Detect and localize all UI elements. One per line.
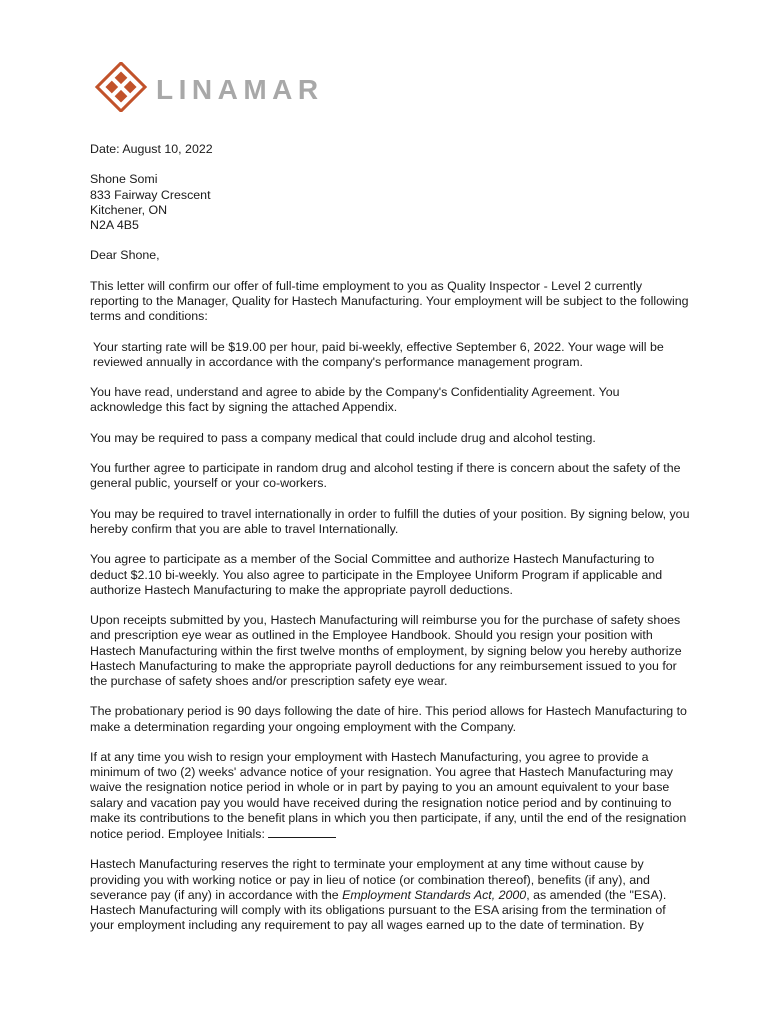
resignation-text: If at any time you wish to resign your employment with Hastech Manufacturing, you agree to provide a minimum of two (2) weeks' advance notice of your resignation. You agree that Hastech Manufacturing may waive the resignation notice period in whole or in part by paying to you an amount equivalent to your base salary and vacation pay you would have received during the resignation notice period and by continuing to make its contributions to the benefit plans in which you then participate, if any, until the end of the resignation notice period. Employee Initials:	[90, 749, 687, 841]
letter-date: Date: August 10, 2022	[90, 142, 213, 156]
salutation: Dear Shone,	[90, 248, 160, 263]
paragraph-termination	[90, 857, 690, 933]
termination-text-after: , as amended (the "ESA). Hastech Manufacturing will comply with its obligations pursuant to the ESA arising from the termination of your employment including any requirement to pay all wages earned up to the date of termination. By	[90, 887, 667, 933]
recipient-street: 833 Fairway Crescent	[90, 187, 211, 202]
paragraph-travel: You may be required to travel internationally in order to fulfill the duties of your position. By signing below, you hereby confirm that you are able to travel Internationally.	[90, 506, 690, 536]
recipient-address	[90, 172, 690, 233]
recipient-postal: N2A 4B5	[90, 218, 139, 232]
offer-letter	[90, 142, 690, 949]
esa-act-title: Employment Standards Act, 2000	[342, 887, 527, 902]
paragraph-social-committee: You agree to participate as a member of the Social Committee and authorize Hastech Manufacturing to deduct $2.10 bi-weekly. You also agree to participate in the Employee Uniform Program if applicable and authorize Hastech Manufacturing to make the appropriate payroll deductions.	[90, 552, 663, 597]
termination-text-before: Hastech Manufacturing reserves the right to terminate your employment at any time without cause by providing you with working notice or pay in lieu of notice (or combination thereof), benefits (if any), and severance pay (if any) in accordance with the	[90, 857, 650, 902]
linamar-diamond-grid-icon	[90, 62, 152, 112]
company-name: LINAMAR	[156, 74, 324, 105]
paragraph-drug-testing: You further agree to participate in random drug and alcohol testing if there is concern about the safety of the general public, yourself or your co-workers.	[90, 461, 681, 491]
paragraph-confidentiality: You have read, understand and agree to abide by the Company's Confidentiality Agreement. You acknowledge this fact by signing the attached Appendix.	[90, 385, 620, 415]
paragraph-medical: You may be required to pass a company medical that could include drug and alcohol testing.	[90, 430, 596, 445]
paragraph-safety-shoes: Upon receipts submitted by you, Hastech Manufacturing will reimburse you for the purchase of safety shoes and prescription eye wear as outlined in the Employee Handbook. Should you resign your position with Hastech Manufacturing within the first twelve months of employment, by signing below you hereby authorize Hastech Manufacturing to make the appropriate payroll deductions for any reimbursement issued to you for the purchase of safety shoes and/or prescription safety eye wear.	[90, 613, 682, 688]
paragraph-offer: This letter will confirm our offer of full-time employment to you as Quality Inspector - Level 2 currently reporting to the Manager, Quality for Hastech Manufacturing. Your employment will be subject to the following terms and conditions:	[90, 278, 689, 324]
recipient-city: Kitchener, ON	[90, 202, 168, 217]
employee-initials-blank[interactable]	[268, 826, 336, 838]
company-logo	[90, 62, 324, 112]
recipient-name: Shone Somi	[90, 172, 158, 187]
paragraph-wage: Your starting rate will be $19.00 per hour, paid bi-weekly, effective September 6, 2022. Your wage will be reviewed annually in accordance with the company's performance management program.	[93, 339, 664, 369]
paragraph-resignation	[90, 750, 690, 842]
paragraph-probation: The probationary period is 90 days following the date of hire. This period allows for Hastech Manufacturing to make a determination regarding your ongoing employment with the Company.	[90, 704, 687, 734]
